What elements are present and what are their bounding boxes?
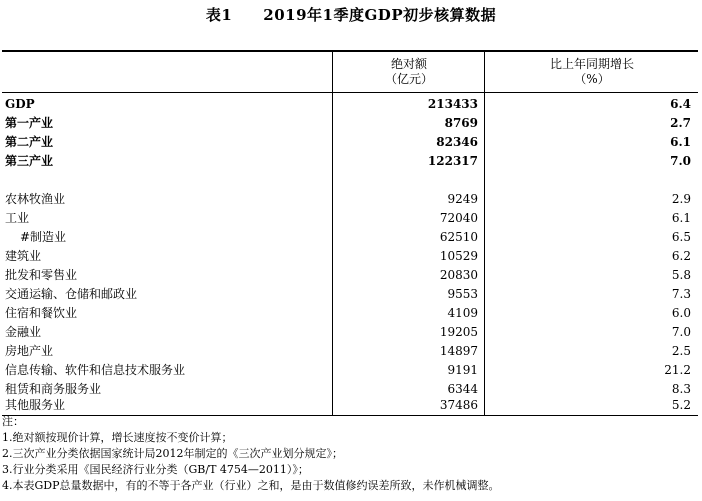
row-growth: 2.9 xyxy=(671,192,691,206)
row-growth: 21.2 xyxy=(664,363,691,377)
note-item: 4.本表GDP总量数据中，有的不等于各产业（行业）之和，是由于数值修约误差所致，未作机械调整。 xyxy=(2,479,500,492)
header-absolute-value-label: 绝对额 xyxy=(390,57,427,71)
row-growth: 2.7 xyxy=(670,116,691,130)
table-row xyxy=(2,114,698,133)
table-row xyxy=(2,247,698,266)
row-name: 第二产业 xyxy=(5,135,54,149)
table-row xyxy=(2,342,698,361)
table-row xyxy=(2,190,698,209)
note-item: 3.行业分类采用《国民经济行业分类（GB/T 4754—2011）》； xyxy=(2,463,309,476)
header-absolute-value-unit: （亿元） xyxy=(384,72,433,86)
row-value: 8769 xyxy=(444,116,478,130)
table-row xyxy=(2,285,698,304)
table-title: 表1 2019年1季度GDP初步核算数据 xyxy=(205,6,497,24)
gdp-table xyxy=(2,50,698,416)
table-row xyxy=(2,361,698,380)
row-name: 信息传输、软件和信息技术服务业 xyxy=(5,363,186,377)
row-name: 房地产业 xyxy=(5,344,54,358)
table-row xyxy=(2,396,698,415)
header-growth-unit: （%） xyxy=(574,72,610,86)
row-value: 72040 xyxy=(439,211,478,225)
row-value: 14897 xyxy=(439,344,478,358)
row-name: 住宿和餐饮业 xyxy=(5,306,78,320)
table-row xyxy=(2,133,698,152)
row-growth: 6.5 xyxy=(671,230,691,244)
row-growth: 7.0 xyxy=(670,154,691,168)
row-growth: 6.4 xyxy=(670,97,691,111)
table-row xyxy=(2,323,698,342)
row-growth: 6.2 xyxy=(671,249,691,263)
row-name: #制造业 xyxy=(20,230,67,244)
row-growth: 2.5 xyxy=(671,344,691,358)
row-value: 9249 xyxy=(447,192,478,206)
row-name: 第一产业 xyxy=(5,116,54,130)
row-name: 金融业 xyxy=(5,325,42,339)
table-row xyxy=(2,228,698,247)
row-value: 122317 xyxy=(427,154,478,168)
header-growth-label: 比上年同期增长 xyxy=(549,57,634,71)
row-value: 37486 xyxy=(439,398,478,412)
row-growth: 7.3 xyxy=(671,287,691,301)
table-notes xyxy=(2,414,698,494)
row-name: 租赁和商务服务业 xyxy=(5,382,102,396)
row-name: 建筑业 xyxy=(5,249,42,263)
header-absolute-value xyxy=(332,52,485,92)
row-growth: 5.8 xyxy=(671,268,691,282)
row-name: 批发和零售业 xyxy=(5,268,78,282)
row-name: 交通运输、仓储和邮政业 xyxy=(5,287,138,301)
row-value: 213433 xyxy=(427,97,478,111)
row-value: 6344 xyxy=(447,382,478,396)
row-value: 4109 xyxy=(447,306,478,320)
header-growth xyxy=(484,52,699,92)
row-value: 20830 xyxy=(439,268,478,282)
row-name: 第三产业 xyxy=(5,154,54,168)
row-name: 工业 xyxy=(5,211,30,225)
row-growth: 7.0 xyxy=(671,325,691,339)
row-growth: 8.3 xyxy=(671,382,691,396)
row-value: 9553 xyxy=(447,287,478,301)
row-name: 其他服务业 xyxy=(5,398,66,412)
note-item: 1.绝对额按现价计算，增长速度按不变价计算； xyxy=(2,431,233,444)
row-growth: 6.1 xyxy=(670,135,691,149)
row-value: 82346 xyxy=(436,135,478,149)
table-row xyxy=(2,209,698,228)
table-row xyxy=(2,95,698,114)
note-item: 2.三次产业分类依据国家统计局2012年制定的《三次产业划分规定》； xyxy=(2,447,343,460)
table-row xyxy=(2,152,698,171)
row-growth: 5.2 xyxy=(671,398,691,412)
row-value: 9191 xyxy=(447,363,478,377)
row-value: 10529 xyxy=(439,249,478,263)
row-growth: 6.1 xyxy=(671,211,691,225)
note-heading: 注： xyxy=(2,415,24,428)
row-growth: 6.0 xyxy=(671,306,691,320)
table-row xyxy=(2,266,698,285)
table-row xyxy=(2,304,698,323)
row-value: 19205 xyxy=(439,325,478,339)
table-body xyxy=(2,93,698,415)
row-name: GDP xyxy=(5,97,35,111)
row-name: 农林牧渔业 xyxy=(5,192,66,206)
table-header xyxy=(2,52,698,93)
row-value: 62510 xyxy=(439,230,478,244)
